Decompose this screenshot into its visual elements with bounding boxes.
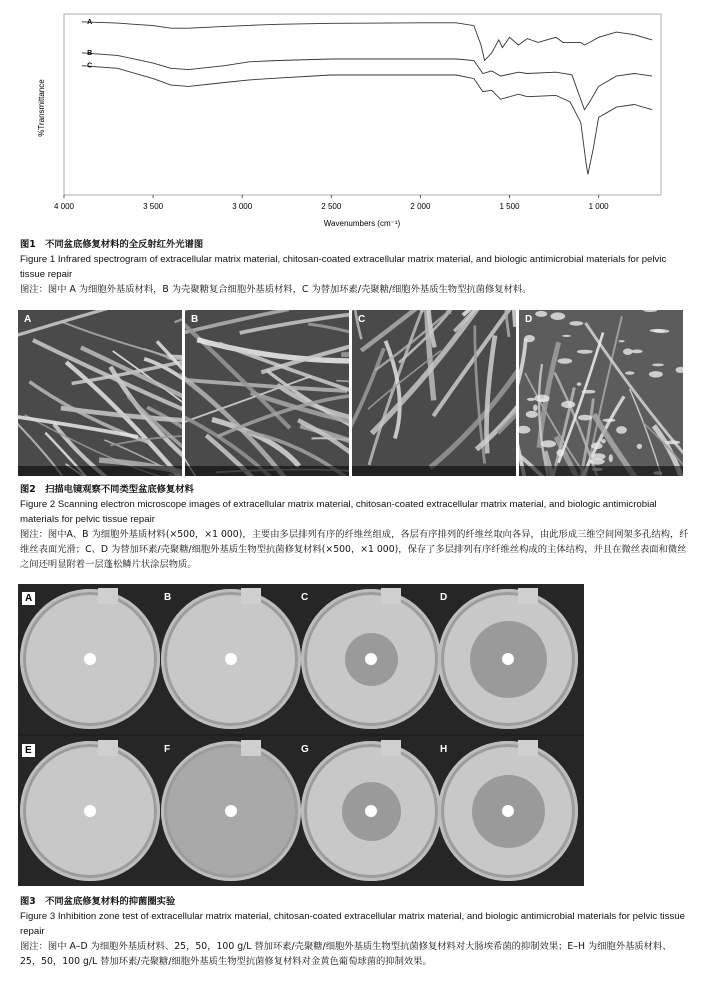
figure2-caption-en: Figure 2 Scanning electron microscope images of extracellular matrix material, chitosan-coated extracellular matrix material, and biologic antimicrobial materials for pelvic tissue repair <box>20 499 657 525</box>
plate-label-e: E <box>22 744 35 757</box>
plate-label-f: F <box>164 744 171 755</box>
figure1-caption-en: Figure 1 Infrared spectrogram of extracellular matrix material, chitosan-coated extracellular matrix material, and biologic antimicrobial materials for pelvic tissue repair <box>20 254 667 280</box>
plate-tag <box>381 588 401 604</box>
sample-disk <box>365 653 377 665</box>
x-tick-label: 4 000 <box>53 202 75 211</box>
figure2-sem-images <box>18 310 684 476</box>
x-tick-label: 2 000 <box>410 202 431 211</box>
x-tick-label: 3 500 <box>143 202 164 211</box>
plate-tag <box>98 740 118 756</box>
sem-panel-label: A <box>24 314 32 325</box>
sem-panel-c <box>352 310 516 476</box>
sample-disk <box>225 653 237 665</box>
figure2-note: 图注：图中A、B 为细胞外基质材料(×500，×1 000)，主要由多层排列有序的纤维丝组成，各层有序排列的纤维丝取向各异，由此形成三维空间网架多孔结构，纤维丝表面光滑；C、D 为替加环素/壳聚糖/细胞外基质生物型抗菌修复材料(×500，×1 000)，保存了多层排列有序纤维丝构成的主体结构，并且在微丝表面和微丝之间还明显附着一层蓬松鳞片状涂层物质。 <box>20 529 689 570</box>
sem-info-bar <box>18 466 182 476</box>
figure2-caption <box>20 482 692 572</box>
x-tick-label: 3 000 <box>232 202 253 211</box>
agar-plate-f <box>161 741 301 881</box>
series-label-c: C <box>87 62 93 70</box>
figure1-ir-spectrum <box>0 0 710 235</box>
spectrum-series-a <box>82 22 652 61</box>
plate-row-saureus <box>18 736 584 886</box>
agar-plate-h <box>438 741 578 881</box>
figure3-inhibition-plates <box>18 584 584 886</box>
plate-label-d: D <box>440 592 448 603</box>
plate-tag <box>98 588 118 604</box>
figure1-caption <box>20 237 692 297</box>
sample-disk <box>365 805 377 817</box>
plate-label-b: B <box>164 592 172 603</box>
sample-disk <box>225 805 237 817</box>
figure3-caption-cn: 图3 不同盆底修复材料的抑菌圈实验 <box>20 896 176 907</box>
figure1-note: 图注：图中 A 为细胞外基质材料，B 为壳聚糖复合细胞外基质材料，C 为替加环素/壳聚糖/细胞外基质生物型抗菌修复材料。 <box>20 284 532 295</box>
sem-info-bar <box>352 466 516 476</box>
plate-tag <box>518 588 538 604</box>
series-label-b: B <box>87 49 93 57</box>
plate-tag <box>381 740 401 756</box>
x-tick-label: 1 500 <box>499 202 520 211</box>
sem-panel-d <box>519 310 683 476</box>
sem-panel-a <box>18 310 182 476</box>
sample-disk <box>502 805 514 817</box>
sem-image-d <box>519 310 683 476</box>
plate-tag <box>518 740 538 756</box>
sem-panel-label: B <box>191 314 199 325</box>
agar-plate-a <box>20 589 160 729</box>
sem-panel-label: C <box>358 314 366 325</box>
agar-plate-c <box>301 589 441 729</box>
agar-plate-b <box>161 589 301 729</box>
spectrum-series-c <box>82 66 652 175</box>
sample-disk <box>84 805 96 817</box>
figure3-caption <box>20 894 692 969</box>
sem-panel-b <box>185 310 349 476</box>
sem-panel-label: D <box>525 314 533 325</box>
series-label-a: A <box>87 18 93 26</box>
spectrum-series-b <box>82 53 652 110</box>
plate-tag <box>241 588 261 604</box>
ir-spectrum-plot <box>0 0 710 235</box>
plate-label-c: C <box>301 592 309 603</box>
plate-tag <box>241 740 261 756</box>
x-axis-label: Wavenumbers (cm⁻¹) <box>323 219 401 228</box>
figure3-note: 图注：图中 A–D 为细胞外基质材料、25，50，100 g/L 替加环素/壳聚糖/细胞外基质生物型抗菌修复材料对大肠埃希菌的抑制效果；E–H 为细胞外基质材料、25，50，100 g/L 替加环素/壳聚糖/细胞外基质生物型抗菌修复材料对金黄色葡萄球菌的抑制效果。 <box>20 941 672 967</box>
plate-label-g: G <box>301 744 309 755</box>
agar-plate-d <box>438 589 578 729</box>
sem-image-b <box>185 310 349 476</box>
sem-image-c <box>352 310 516 476</box>
sem-info-bar <box>519 466 683 476</box>
figure2-caption-cn: 图2 扫描电镜观察不同类型盆底修复材料 <box>20 484 194 495</box>
plate-label-h: H <box>440 744 448 755</box>
sem-image-a <box>18 310 182 476</box>
figure3-caption-en: Figure 3 Inhibition zone test of extracellular matrix material, chitosan-coated extracellular matrix material, and biologic antimicrobial materials for pelvic tissue repair <box>20 911 685 937</box>
figure1-caption-cn: 图1 不同盆底修复材料的全反射红外光谱图 <box>20 239 204 250</box>
x-tick-label: 1 000 <box>588 202 609 211</box>
y-axis-label: %Transmittance <box>37 79 46 137</box>
plate-label-a: A <box>22 592 35 605</box>
x-tick-label: 2 500 <box>321 202 342 211</box>
agar-plate-g <box>301 741 441 881</box>
sample-disk <box>502 653 514 665</box>
plate-row-ecoli <box>18 584 584 734</box>
agar-plate-e <box>20 741 160 881</box>
sample-disk <box>84 653 96 665</box>
sem-info-bar <box>185 466 349 476</box>
